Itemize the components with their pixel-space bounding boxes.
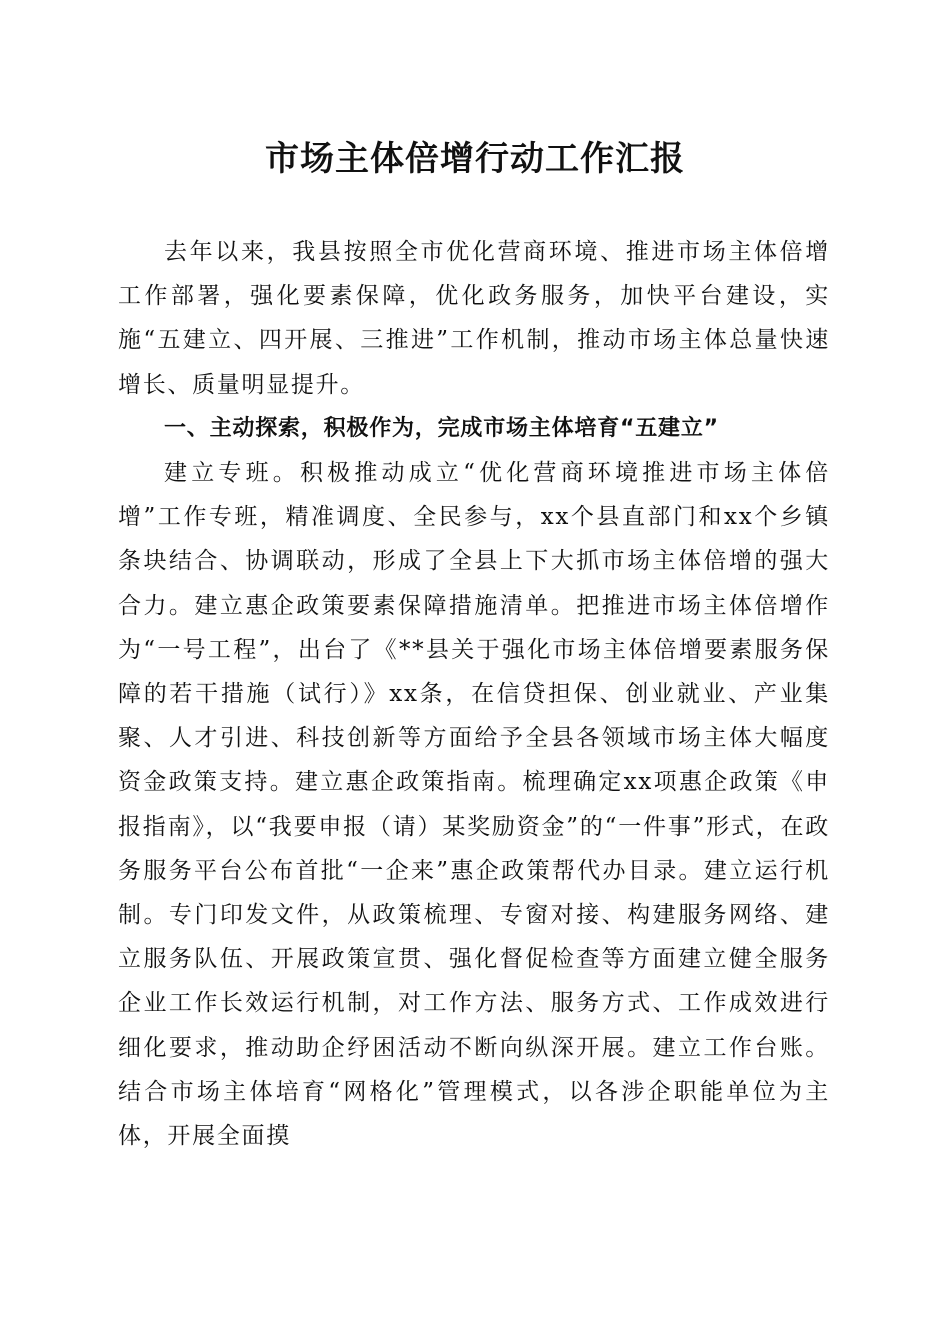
- intro-paragraph: 去年以来，我县按照全市优化营商环境、推进市场主体倍增工作部署，强化要素保障，优化政务服务，加快平台建设，实施“五建立、四开展、三推进”工作机制，推动市场主体总量快速增长、质量明显提升。: [118, 239, 830, 398]
- document-body: [118, 230, 830, 1158]
- section-1-heading: 一、主动探索，积极作为，完成市场主体培育“五建立”: [164, 415, 719, 441]
- section-1-paragraph: 建立专班。积极推动成立“优化营商环境推进市场主体倍增”工作专班，精准调度、全民参与，xx个县直部门和xx个乡镇条块结合、协调联动，形成了全县上下大抓市场主体倍增的强大合力。建立惠企政策要素保障措施清单。把推进市场主体倍增作为“一号工程”，出台了《**县关于强化市场主体倍增要素服务保障的若干措施（试行）》xx条，在信贷担保、创业就业、产业集聚、人才引进、科技创新等方面给予全县各领域市场主体大幅度资金政策支持。建立惠企政策指南。梳理确定xx项惠企政策《申报指南》，以“我要申报（请）某奖励资金”的“一件事”形式，在政务服务平台公布首批“一企来”惠企政策帮代办目录。建立运行机制。专门印发文件，从政策梳理、专窗对接、构建服务网络、建立服务队伍、开展政策宣贯、强化督促检查等方面建立健全服务企业工作长效运行机制，对工作方法、服务方式、工作成效进行细化要求，推动助企纾困活动不断向纵深开展。建立工作台账。结合市场主体培育“网格化”管理模式，以各涉企职能单位为主体，开展全面摸: [118, 460, 830, 1150]
- document-title: 市场主体倍增行动工作汇报: [265, 139, 685, 179]
